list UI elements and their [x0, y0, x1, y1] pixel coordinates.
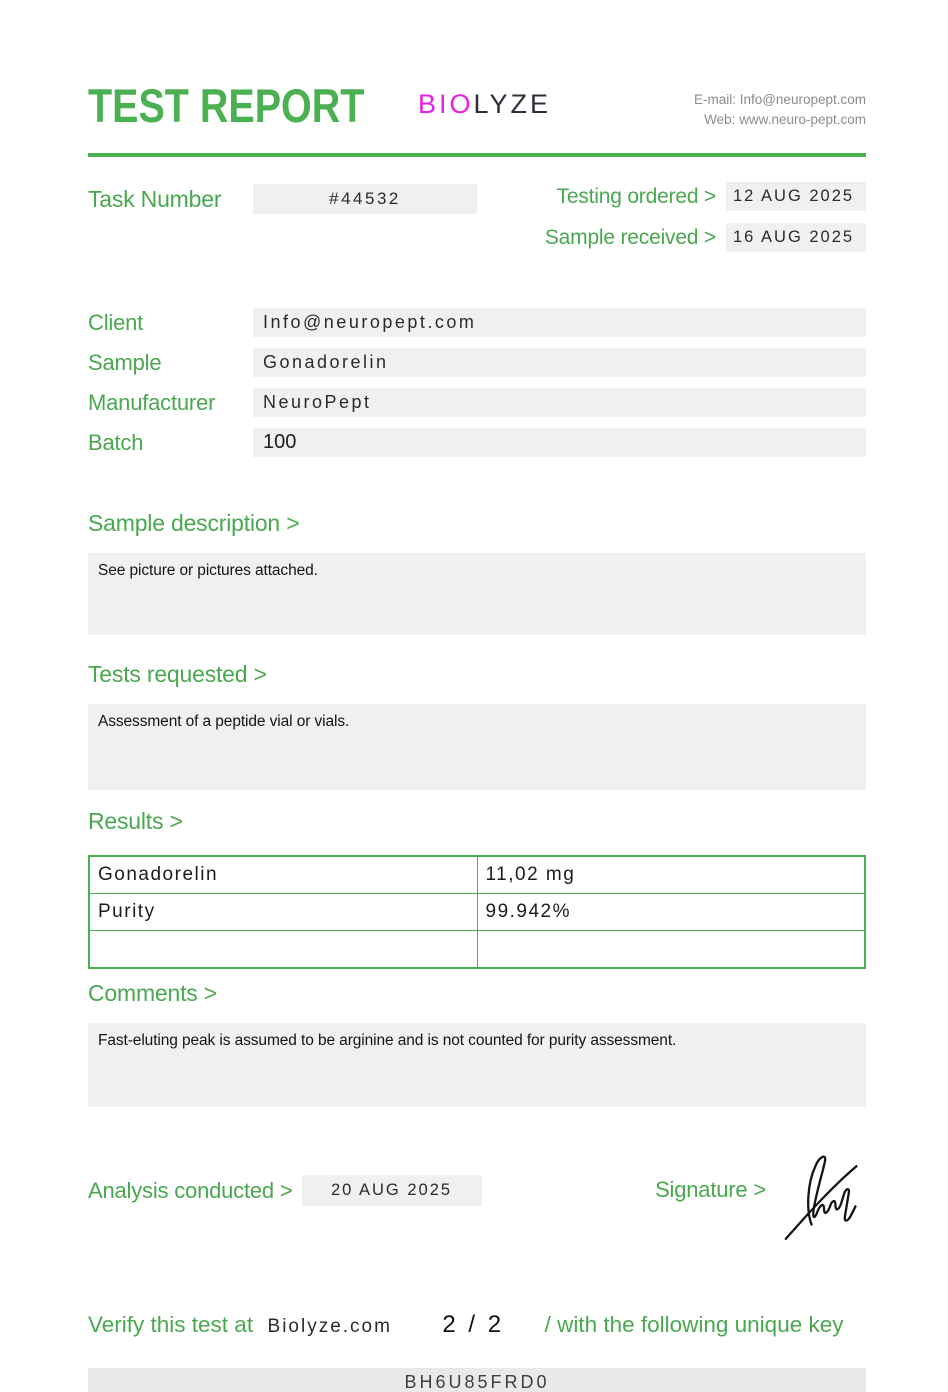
sample-received-label: Sample received >: [544, 225, 716, 249]
verify-prefix: Verify this test at: [88, 1312, 254, 1337]
analysis-conducted-value: 20 AUG 2025: [302, 1175, 482, 1206]
header-divider: [88, 153, 866, 157]
unique-key-bar: BH6U85FRD0: [88, 1368, 866, 1392]
sample-row: [88, 348, 866, 377]
signature-scribble: [780, 1140, 866, 1246]
result-value: [477, 931, 865, 969]
testing-ordered-label: Testing ordered >: [556, 184, 716, 208]
client-fields: [88, 308, 866, 468]
date-rows: [545, 182, 866, 264]
task-number-label: Task Number: [88, 185, 222, 212]
client-row: [88, 308, 866, 337]
report-header: [88, 78, 866, 148]
sample-description-box: See picture or pictures attached.: [88, 553, 866, 635]
client-value: Info@neuropept.com: [253, 308, 866, 337]
sample-received-value: 16 AUG 2025: [726, 223, 866, 252]
result-value: 11,02 mg: [477, 856, 865, 894]
batch-row: [88, 428, 866, 457]
task-number-value: #44532: [253, 184, 477, 214]
page-indicator: 2 / 2: [442, 1311, 505, 1338]
contact-web: Web: www.neuro-pept.com: [704, 111, 866, 127]
verify-line: [88, 1311, 866, 1339]
verify-suffix: / with the following unique key: [544, 1312, 844, 1337]
report-title: TEST REPORT: [88, 79, 365, 132]
analysis-conducted-row: [88, 1175, 482, 1206]
logo-part-bio: BIO: [418, 89, 474, 119]
result-param: Gonadorelin: [89, 856, 477, 894]
testing-ordered-value: 12 AUG 2025: [726, 182, 866, 211]
manufacturer-label: Manufacturer: [88, 389, 216, 415]
analysis-conducted-label: Analysis conducted >: [88, 1177, 293, 1203]
sample-label: Sample: [88, 349, 162, 375]
report-content: [88, 0, 866, 1392]
biolyze-logo: [418, 89, 551, 120]
signature-label: Signature >: [655, 1177, 766, 1202]
manufacturer-value: NeuroPept: [253, 388, 866, 417]
result-param: [89, 931, 477, 969]
results-table: [88, 855, 866, 969]
batch-label: Batch: [88, 429, 144, 455]
sample-received-row: [545, 223, 866, 252]
contact-info: [694, 90, 866, 129]
testing-ordered-row: [545, 182, 866, 211]
tests-requested-heading: Tests requested >: [88, 661, 267, 687]
client-label: Client: [88, 309, 144, 335]
results-heading: Results >: [88, 808, 183, 834]
manufacturer-row: [88, 388, 866, 417]
tests-requested-box: Assessment of a peptide vial or vials.: [88, 704, 866, 790]
result-param: Purity: [89, 894, 477, 931]
sample-description-heading: Sample description >: [88, 510, 300, 536]
table-row: [89, 894, 865, 931]
table-row: [89, 931, 865, 969]
verify-site: Biolyze.com: [267, 1316, 392, 1337]
comments-box: Fast-eluting peak is assumed to be arginine and is not counted for purity assessment.: [88, 1023, 866, 1107]
signature-row: [655, 1160, 866, 1220]
logo-part-lyze: LYZE: [473, 89, 552, 119]
contact-email: E-mail: Info@neuropept.com: [693, 92, 866, 107]
comments-heading: Comments >: [88, 980, 218, 1006]
table-row: [89, 856, 865, 894]
result-value: 99.942%: [477, 894, 865, 931]
batch-value: 100: [253, 428, 866, 457]
task-number-row: [88, 184, 477, 214]
sample-value: Gonadorelin: [253, 348, 866, 377]
